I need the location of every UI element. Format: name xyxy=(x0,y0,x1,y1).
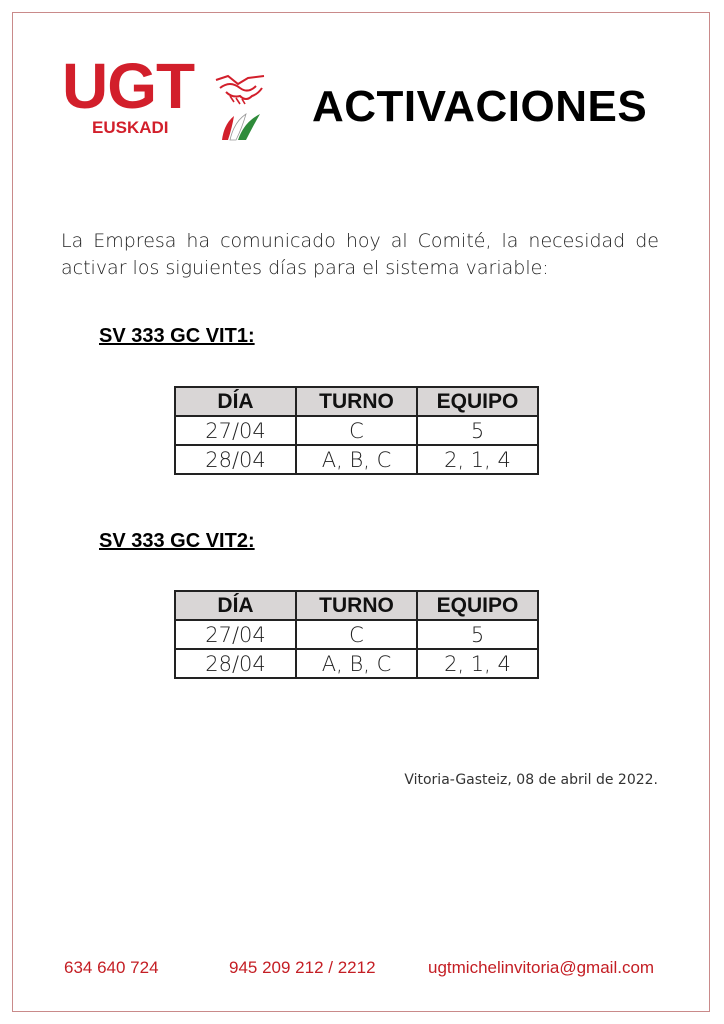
table-row xyxy=(175,416,538,445)
header-turno: TURNO xyxy=(296,387,417,416)
footer-phone-landline: 945 209 212 / 2212 xyxy=(229,958,376,977)
cell-dia: 28/04 xyxy=(175,445,296,474)
table-row xyxy=(175,620,538,649)
activations-table-vit1 xyxy=(174,386,539,475)
cell-dia: 28/04 xyxy=(175,649,296,678)
handshake-icon xyxy=(212,66,270,148)
ugt-euskadi-logo xyxy=(62,50,272,148)
logo-region: EUSKADI xyxy=(92,118,169,137)
place-date: Vitoria-Gasteiz, 08 de abril de 2022. xyxy=(404,772,658,788)
cell-turno: C xyxy=(296,416,417,445)
header-dia: DÍA xyxy=(175,387,296,416)
cell-dia: 27/04 xyxy=(175,620,296,649)
intro-text: La Empresa ha comunicado hoy al Comité, la necesidad de activar los siguientes días para el sistema variable: xyxy=(61,230,659,279)
cell-turno: C xyxy=(296,620,417,649)
footer-phone-mobile: 634 640 724 xyxy=(64,958,159,977)
header-equipo: EQUIPO xyxy=(417,591,538,620)
footer-email: ugtmichelinvitoria@gmail.com xyxy=(428,958,655,977)
table-header-row xyxy=(175,591,538,620)
page-title: ACTIVACIONES xyxy=(312,82,648,131)
cell-turno: A, B, C xyxy=(296,445,417,474)
cell-equipo: 2, 1, 4 xyxy=(417,649,538,678)
cell-turno: A, B, C xyxy=(296,649,417,678)
table-row xyxy=(175,445,538,474)
cell-equipo: 2, 1, 4 xyxy=(417,445,538,474)
logo-brand: UGT xyxy=(62,50,195,122)
activations-table-vit2 xyxy=(174,590,539,679)
cell-equipo: 5 xyxy=(417,416,538,445)
cell-equipo: 5 xyxy=(417,620,538,649)
table-header-row xyxy=(175,387,538,416)
header-equipo: EQUIPO xyxy=(417,387,538,416)
section-title-vit2: SV 333 GC VIT2: xyxy=(99,530,255,552)
header-dia: DÍA xyxy=(175,591,296,620)
section-title-vit1: SV 333 GC VIT1: xyxy=(99,325,255,347)
page-border xyxy=(12,12,710,1012)
cell-dia: 27/04 xyxy=(175,416,296,445)
header-turno: TURNO xyxy=(296,591,417,620)
table-row xyxy=(175,649,538,678)
